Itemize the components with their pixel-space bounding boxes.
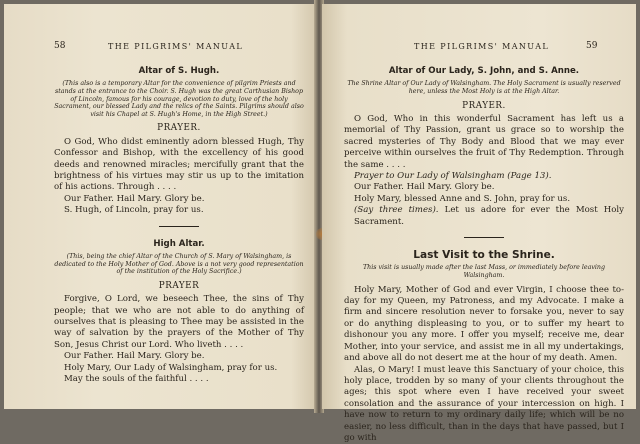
right-content: [344, 66, 624, 444]
prayer-text: Holy Mary, Mother of God and ever Virgin, I choose thee to-day for my Queen, my Patroness, and my Advocate. I make a firm and sincere resolution never to forsake you, never to say or do anything displeasing to you, or to suffer my heart to dishonour you any more. I offer you myself; receive me, dear Mother, into your service, and assist me in all my undertakings, and above all do not desert me at the hour of my death. Amen.: [344, 285, 624, 365]
section-heading: High Altar.: [54, 239, 304, 250]
prayer-heading: PRAYER.: [344, 101, 624, 112]
section-heading: Altar of Our Lady, S. John, and S. Anne.: [344, 66, 624, 77]
prayer-heading: PRAYER: [54, 281, 304, 292]
left-page: [4, 4, 316, 409]
section-divider: [464, 237, 504, 238]
prayer-text: Forgive, O Lord, we beseech Thee, the sins of Thy people; that we who are not able to do anything of ourselves that is pleasing to Thee may be assisted in the way of salvation by the prayers of the Mother of Thy Son, Jesus Christ our Lord. Who liveth . . . .: [54, 294, 304, 351]
page-number: 58: [54, 41, 65, 51]
section-divider: [159, 226, 199, 227]
devotion-line: Our Father. Hail Mary. Glory be.: [64, 351, 304, 362]
devotion-line: [354, 205, 624, 228]
running-header: THE PILGRIMS' MANUAL: [108, 42, 243, 51]
right-page: [322, 4, 636, 409]
rubric-note: This visit is usually made after the last Mass, or immediately before leaving Walsingham.: [344, 264, 624, 279]
devotion-line: Our Father. Hail Mary. Glory be.: [64, 194, 304, 205]
rubric-note: The Shrine Altar of Our Lady of Walsingham. The Holy Sacrament is usually reserved here, unless the Most Holy is at the High Altar.: [344, 80, 624, 95]
rubric-instruction: (Say three times).: [354, 205, 439, 215]
section-heading: Altar of S. Hugh.: [54, 66, 304, 77]
devotion-text: Let us adore for ever the Most Holy Sacrament.: [354, 205, 624, 226]
prayer-text: O God, Who didst eminently adorn blessed Hugh, Thy Confessor and Bishop, with the excellency of his good deeds and renowned miracles; mercifully grant that the brightness of his virtues may stir us up to the imitation of his actions. Through . . . .: [54, 137, 304, 194]
devotion-line: May the souls of the faithful . . . .: [64, 374, 304, 385]
devotion-line: Our Father. Hail Mary. Glory be.: [354, 182, 624, 193]
page-number: 59: [586, 41, 597, 51]
devotion-line: S. Hugh, of Lincoln, pray for us.: [64, 205, 304, 216]
rubric-note: (This also is a temporary Altar for the convenience of pilgrim Priests and stands at the entrance to the Choir. S. Hugh was the great Carthusian Bishop of Lincoln, famous for his courage, devotion to duty, love of the holy Sacrament, our blessed Lady and the relics of the Saints. Pilgrims should also visit his Chapel at S. Hugh's Home, in the High Street.): [54, 80, 304, 118]
prayer-heading: PRAYER.: [54, 123, 304, 134]
section-heading: Last Visit to the Shrine.: [344, 250, 624, 261]
prayer-text: O God, Who in this wonderful Sacrament has left us a memorial of Thy Passion, grant us grace so to worship the sacred mysteries of Thy Body and Blood that we may ever perceive within ourselves the fruit of Thy Redemption. Through the same . . . .: [344, 114, 624, 171]
rubric-note: (This, being the chief Altar of the Church of S. Mary of Walsingham, is dedicated to the Holy Mother of God. Above is a not very good representation of the institution of the Holy Sacrifice.): [54, 253, 304, 276]
devotion-line: Holy Mary, Our Lady of Walsingham, pray for us.: [64, 363, 304, 374]
devotion-line: Prayer to Our Lady of Walsingham (Page 13).: [354, 171, 624, 182]
prayer-text: Alas, O Mary! I must leave this Sanctuary of your choice, this holy place, trodden by so many of your clients throughout the ages; this spot where even I have received your sweet consolation and the assurance of your intercession on high. I have now to return to my ordinary daily life; which will be no easier, no less difficult, than in the days that have passed, but I go with: [344, 365, 624, 444]
devotion-line: Holy Mary, blessed Anne and S. John, pray for us.: [354, 194, 624, 205]
left-content: [54, 66, 304, 385]
running-header: THE PILGRIMS' MANUAL: [414, 42, 549, 51]
